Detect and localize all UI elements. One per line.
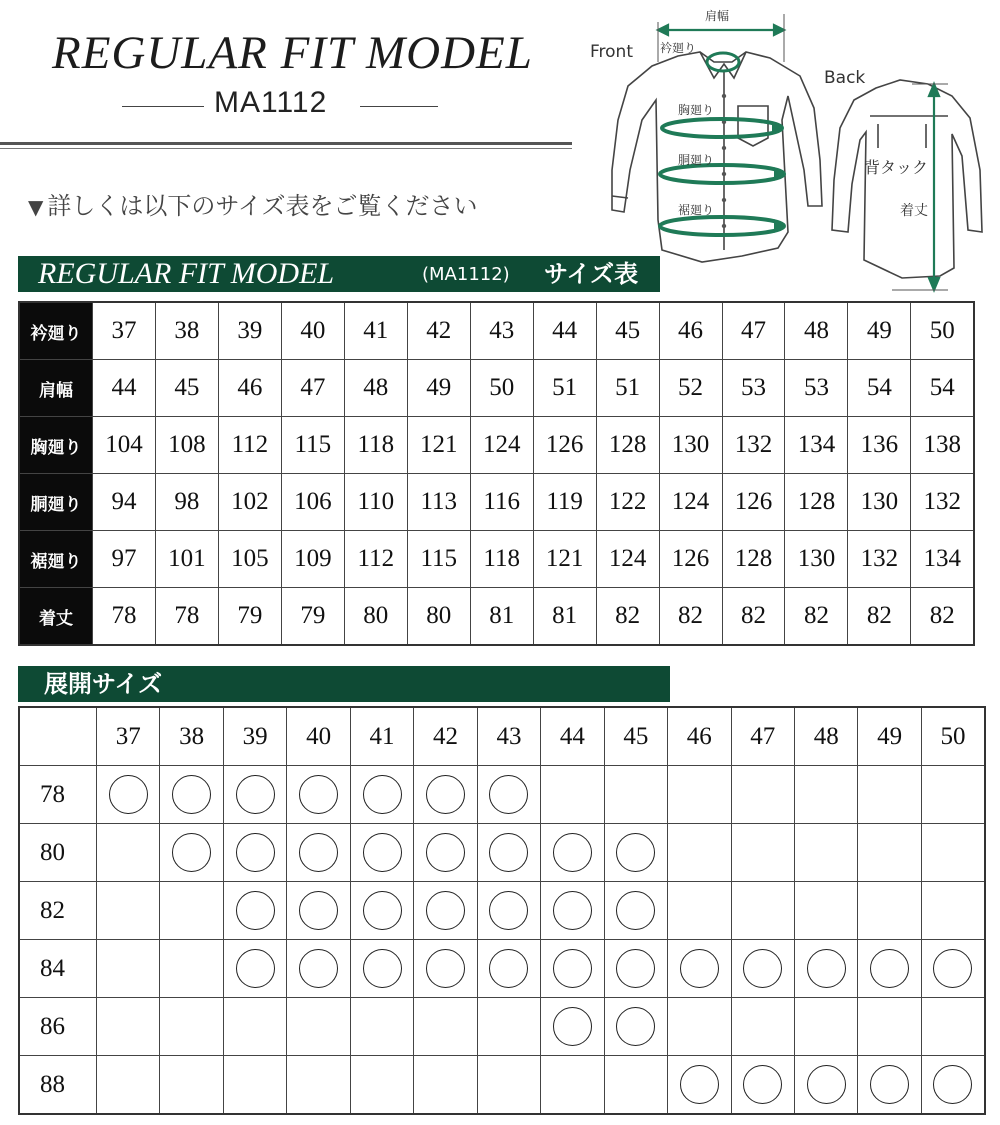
availability-cell xyxy=(921,1056,985,1115)
availability-cell xyxy=(414,824,477,882)
size-cell: 101 xyxy=(155,531,218,588)
size-row-label: 着丈 xyxy=(19,588,93,646)
available-circle-icon xyxy=(743,949,782,988)
size-cell: 43 xyxy=(470,302,533,360)
size-cell: 51 xyxy=(596,360,659,417)
availability-cell xyxy=(921,882,985,940)
size-cell: 48 xyxy=(785,302,848,360)
neck-size-header: 40 xyxy=(287,707,350,766)
availability-cell xyxy=(921,998,985,1056)
availability-cell xyxy=(541,766,604,824)
front-pocket xyxy=(738,106,768,146)
size-table-row xyxy=(19,417,974,474)
length-row-label: 82 xyxy=(19,882,97,940)
availability-cell xyxy=(223,1056,286,1115)
size-cell: 82 xyxy=(722,588,785,646)
available-circle-icon xyxy=(363,833,402,872)
size-cell: 121 xyxy=(407,417,470,474)
size-cell: 115 xyxy=(281,417,344,474)
neck-size-header: 50 xyxy=(921,707,985,766)
size-cell: 130 xyxy=(848,474,911,531)
available-circle-icon xyxy=(616,1007,655,1046)
size-cell: 51 xyxy=(533,360,596,417)
body-rings xyxy=(660,119,784,235)
size-cell: 124 xyxy=(659,474,722,531)
neck-size-header: 41 xyxy=(350,707,413,766)
availability-cell xyxy=(668,998,731,1056)
size-cell: 102 xyxy=(218,474,281,531)
available-circle-icon xyxy=(299,775,338,814)
available-circle-icon xyxy=(109,775,148,814)
availability-cell xyxy=(541,1056,604,1115)
availability-cell xyxy=(794,882,857,940)
size-cell: 78 xyxy=(155,588,218,646)
availability-cell xyxy=(794,998,857,1056)
availability-cell xyxy=(287,940,350,998)
availability-cell xyxy=(541,824,604,882)
availability-cell xyxy=(731,1056,794,1115)
size-table-row xyxy=(19,474,974,531)
availability-cell xyxy=(858,1056,921,1115)
front-shirt-outline xyxy=(612,52,822,262)
size-cell: 110 xyxy=(344,474,407,531)
available-circle-icon xyxy=(236,833,275,872)
availability-row xyxy=(19,1056,985,1115)
neck-size-header: 46 xyxy=(668,707,731,766)
availability-cell xyxy=(731,998,794,1056)
available-circle-icon xyxy=(807,1065,846,1104)
back-shirt-outline xyxy=(832,80,982,278)
neck-size-header: 39 xyxy=(223,707,286,766)
neck-size-header: 49 xyxy=(858,707,921,766)
availability-cell xyxy=(604,766,667,824)
availability-banner-label: 展開サイズ xyxy=(44,670,163,698)
size-cell: 112 xyxy=(218,417,281,474)
availability-cell xyxy=(414,940,477,998)
size-cell: 134 xyxy=(911,531,974,588)
size-cell: 109 xyxy=(281,531,344,588)
size-cell: 132 xyxy=(722,417,785,474)
waist-label: 胴廻り xyxy=(678,153,715,167)
availability-cell xyxy=(287,824,350,882)
size-table-row xyxy=(19,588,974,646)
availability-cell xyxy=(414,766,477,824)
size-cell: 49 xyxy=(848,302,911,360)
size-cell: 122 xyxy=(596,474,659,531)
available-circle-icon xyxy=(553,1007,592,1046)
available-circle-icon xyxy=(426,775,465,814)
size-cell: 130 xyxy=(659,417,722,474)
available-circle-icon xyxy=(236,775,275,814)
available-circle-icon xyxy=(616,949,655,988)
size-cell: 53 xyxy=(722,360,785,417)
availability-row xyxy=(19,998,985,1056)
neck-size-header: 44 xyxy=(541,707,604,766)
availability-cell xyxy=(350,766,413,824)
size-cell: 81 xyxy=(470,588,533,646)
size-cell: 104 xyxy=(93,417,156,474)
available-circle-icon xyxy=(426,949,465,988)
size-cell: 124 xyxy=(596,531,659,588)
size-cell: 128 xyxy=(722,531,785,588)
shoulder-arrow-icon xyxy=(658,25,784,35)
availability-cell xyxy=(858,882,921,940)
size-cell: 105 xyxy=(218,531,281,588)
size-cell: 130 xyxy=(785,531,848,588)
size-cell: 50 xyxy=(470,360,533,417)
collar-label: 衿廻り xyxy=(660,41,697,55)
size-cell: 80 xyxy=(407,588,470,646)
model-line-left xyxy=(122,106,204,107)
available-circle-icon xyxy=(426,833,465,872)
size-cell: 47 xyxy=(281,360,344,417)
available-circle-icon xyxy=(426,891,465,930)
size-cell: 44 xyxy=(533,302,596,360)
availability-row xyxy=(19,766,985,824)
availability-cell xyxy=(287,1056,350,1115)
availability-cell xyxy=(794,1056,857,1115)
hem-label: 裾廻り xyxy=(678,203,715,217)
available-circle-icon xyxy=(616,891,655,930)
availability-cell xyxy=(604,940,667,998)
header-rule xyxy=(0,142,572,145)
availability-header-row xyxy=(19,707,985,766)
size-cell: 38 xyxy=(155,302,218,360)
available-circle-icon xyxy=(680,949,719,988)
size-cell: 82 xyxy=(911,588,974,646)
availability-cell xyxy=(160,824,223,882)
available-circle-icon xyxy=(616,833,655,872)
length-row-label: 86 xyxy=(19,998,97,1056)
availability-row xyxy=(19,882,985,940)
size-cell: 98 xyxy=(155,474,218,531)
availability-table xyxy=(18,706,986,1115)
size-cell: 54 xyxy=(848,360,911,417)
available-circle-icon xyxy=(236,891,275,930)
size-cell: 42 xyxy=(407,302,470,360)
availability-cell xyxy=(97,766,160,824)
available-circle-icon xyxy=(299,949,338,988)
size-cell: 119 xyxy=(533,474,596,531)
available-circle-icon xyxy=(236,949,275,988)
size-cell: 118 xyxy=(470,531,533,588)
size-cell: 124 xyxy=(470,417,533,474)
availability-cell xyxy=(541,882,604,940)
size-cell: 132 xyxy=(848,531,911,588)
size-cell: 78 xyxy=(93,588,156,646)
length-guides xyxy=(892,84,948,290)
availability-cell xyxy=(668,1056,731,1115)
size-cell: 40 xyxy=(281,302,344,360)
available-circle-icon xyxy=(870,949,909,988)
size-cell: 50 xyxy=(911,302,974,360)
size-cell: 46 xyxy=(659,302,722,360)
length-row-label: 80 xyxy=(19,824,97,882)
available-circle-icon xyxy=(489,891,528,930)
availability-cell xyxy=(794,824,857,882)
available-circle-icon xyxy=(363,949,402,988)
availability-cell xyxy=(731,766,794,824)
availability-row xyxy=(19,940,985,998)
availability-cell xyxy=(604,824,667,882)
available-circle-icon xyxy=(489,833,528,872)
available-circle-icon xyxy=(680,1065,719,1104)
availability-cell xyxy=(668,766,731,824)
size-cell: 136 xyxy=(848,417,911,474)
size-cell: 48 xyxy=(344,360,407,417)
availability-cell xyxy=(858,766,921,824)
availability-cell xyxy=(223,998,286,1056)
availability-cell xyxy=(287,766,350,824)
size-cell: 81 xyxy=(533,588,596,646)
size-table-row xyxy=(19,302,974,360)
size-cell: 45 xyxy=(155,360,218,417)
neck-size-header: 48 xyxy=(794,707,857,766)
availability-cell xyxy=(477,940,540,998)
size-cell: 138 xyxy=(911,417,974,474)
size-table-banner-model: (MA1112) xyxy=(422,264,510,285)
availability-cell xyxy=(97,882,160,940)
availability-cell xyxy=(604,998,667,1056)
available-circle-icon xyxy=(299,833,338,872)
size-cell: 37 xyxy=(93,302,156,360)
size-cell: 128 xyxy=(785,474,848,531)
size-cell: 39 xyxy=(218,302,281,360)
availability-cell xyxy=(350,940,413,998)
size-cell: 106 xyxy=(281,474,344,531)
availability-cell xyxy=(160,1056,223,1115)
size-cell: 82 xyxy=(785,588,848,646)
length-row-label: 84 xyxy=(19,940,97,998)
size-table-row xyxy=(19,531,974,588)
available-circle-icon xyxy=(933,949,972,988)
triangle-down-icon: ▼ xyxy=(28,195,44,219)
size-row-label: 胸廻り xyxy=(19,417,93,474)
availability-cell xyxy=(604,882,667,940)
size-cell: 82 xyxy=(659,588,722,646)
available-circle-icon xyxy=(553,891,592,930)
available-circle-icon xyxy=(807,949,846,988)
size-cell: 82 xyxy=(848,588,911,646)
size-cell: 47 xyxy=(722,302,785,360)
size-note xyxy=(28,186,477,221)
availability-cell xyxy=(287,882,350,940)
availability-cell xyxy=(97,824,160,882)
available-circle-icon xyxy=(172,833,211,872)
availability-cell xyxy=(731,940,794,998)
availability-cell xyxy=(921,940,985,998)
neck-size-header: 42 xyxy=(414,707,477,766)
availability-cell xyxy=(414,882,477,940)
availability-cell xyxy=(477,998,540,1056)
availability-cell xyxy=(858,998,921,1056)
available-circle-icon xyxy=(489,949,528,988)
size-cell: 52 xyxy=(659,360,722,417)
length-arrow-icon xyxy=(929,84,939,290)
availability-cell xyxy=(794,940,857,998)
available-circle-icon xyxy=(299,891,338,930)
size-cell: 126 xyxy=(659,531,722,588)
availability-cell xyxy=(223,940,286,998)
back-tuck-label: 背タック xyxy=(864,158,929,177)
availability-cell xyxy=(97,940,160,998)
availability-cell xyxy=(921,824,985,882)
shirt-measurement-diagram xyxy=(582,0,1000,300)
availability-cell xyxy=(668,824,731,882)
size-cell: 128 xyxy=(596,417,659,474)
availability-cell xyxy=(350,998,413,1056)
availability-cell xyxy=(541,998,604,1056)
size-cell: 46 xyxy=(218,360,281,417)
availability-cell xyxy=(350,882,413,940)
availability-cell xyxy=(731,882,794,940)
availability-row xyxy=(19,824,985,882)
neck-size-header: 47 xyxy=(731,707,794,766)
available-circle-icon xyxy=(489,775,528,814)
size-row-label: 胴廻り xyxy=(19,474,93,531)
availability-cell xyxy=(794,766,857,824)
availability-cell xyxy=(858,940,921,998)
size-cell: 134 xyxy=(785,417,848,474)
availability-cell xyxy=(668,882,731,940)
available-circle-icon xyxy=(553,833,592,872)
size-cell: 121 xyxy=(533,531,596,588)
availability-cell xyxy=(160,998,223,1056)
length-label: 着丈 xyxy=(900,203,928,219)
size-cell: 116 xyxy=(470,474,533,531)
size-cell: 118 xyxy=(344,417,407,474)
chest-label: 胸廻り xyxy=(678,103,715,117)
size-row-label: 肩幅 xyxy=(19,360,93,417)
availability-cell xyxy=(604,1056,667,1115)
back-label: Back xyxy=(824,68,866,88)
size-table-row xyxy=(19,360,974,417)
size-cell: 126 xyxy=(533,417,596,474)
availability-cell xyxy=(223,824,286,882)
model-line-right xyxy=(360,106,438,107)
availability-corner-cell xyxy=(19,707,97,766)
availability-cell xyxy=(541,940,604,998)
availability-cell xyxy=(731,824,794,882)
available-circle-icon xyxy=(363,891,402,930)
length-row-label: 78 xyxy=(19,766,97,824)
size-cell: 53 xyxy=(785,360,848,417)
size-cell: 79 xyxy=(281,588,344,646)
size-cell: 41 xyxy=(344,302,407,360)
size-row-label: 裾廻り xyxy=(19,531,93,588)
size-table xyxy=(18,301,975,646)
size-cell: 126 xyxy=(722,474,785,531)
size-cell: 45 xyxy=(596,302,659,360)
size-cell: 49 xyxy=(407,360,470,417)
availability-cell xyxy=(477,766,540,824)
size-cell: 113 xyxy=(407,474,470,531)
availability-cell xyxy=(223,882,286,940)
header-rule-thin xyxy=(0,148,572,149)
front-label: Front xyxy=(590,42,633,62)
available-circle-icon xyxy=(363,775,402,814)
availability-cell xyxy=(287,998,350,1056)
availability-cell xyxy=(477,824,540,882)
length-row-label: 88 xyxy=(19,1056,97,1115)
neck-size-header: 45 xyxy=(604,707,667,766)
size-cell: 112 xyxy=(344,531,407,588)
size-table-banner xyxy=(18,256,660,292)
available-circle-icon xyxy=(743,1065,782,1104)
available-circle-icon xyxy=(172,775,211,814)
size-table-banner-title: REGULAR FIT MODEL xyxy=(38,257,335,290)
availability-cell xyxy=(97,998,160,1056)
size-cell: 108 xyxy=(155,417,218,474)
availability-cell xyxy=(160,940,223,998)
size-cell: 132 xyxy=(911,474,974,531)
available-circle-icon xyxy=(870,1065,909,1104)
neck-size-header: 37 xyxy=(97,707,160,766)
availability-cell xyxy=(414,1056,477,1115)
size-cell: 115 xyxy=(407,531,470,588)
size-cell: 94 xyxy=(93,474,156,531)
model-number: MA1112 xyxy=(214,86,328,119)
page-title: REGULAR FIT MODEL xyxy=(52,27,533,79)
neck-size-header: 38 xyxy=(160,707,223,766)
availability-banner xyxy=(18,666,670,702)
size-table-banner-label: サイズ表 xyxy=(544,260,639,288)
available-circle-icon xyxy=(933,1065,972,1104)
size-cell: 54 xyxy=(911,360,974,417)
size-cell: 44 xyxy=(93,360,156,417)
availability-cell xyxy=(223,766,286,824)
size-cell: 82 xyxy=(596,588,659,646)
availability-cell xyxy=(668,940,731,998)
availability-cell xyxy=(97,1056,160,1115)
size-cell: 97 xyxy=(93,531,156,588)
availability-cell xyxy=(477,1056,540,1115)
size-cell: 80 xyxy=(344,588,407,646)
availability-cell xyxy=(350,824,413,882)
size-row-label: 衿廻り xyxy=(19,302,93,360)
availability-cell xyxy=(858,824,921,882)
availability-cell xyxy=(921,766,985,824)
availability-cell xyxy=(160,766,223,824)
shoulder-label: 肩幅 xyxy=(705,9,730,23)
size-cell: 79 xyxy=(218,588,281,646)
size-note-text: 詳しくは以下のサイズ表をご覧ください xyxy=(47,192,478,220)
availability-cell xyxy=(414,998,477,1056)
neck-size-header: 43 xyxy=(477,707,540,766)
available-circle-icon xyxy=(553,949,592,988)
availability-cell xyxy=(350,1056,413,1115)
availability-cell xyxy=(477,882,540,940)
availability-cell xyxy=(160,882,223,940)
